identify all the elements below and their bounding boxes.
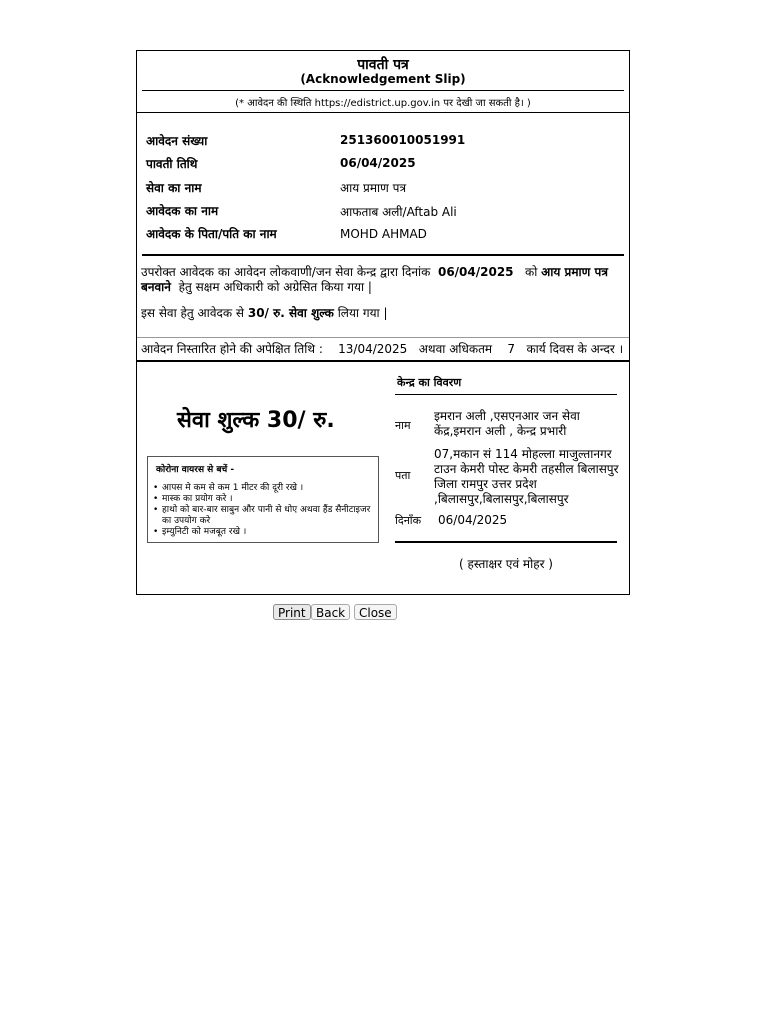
back-button[interactable]: Back xyxy=(311,604,350,620)
applicant-name-label: आवेदक का नाम xyxy=(146,204,219,218)
fee-text-2: लिया गया | xyxy=(337,306,388,320)
centre-date-value: 06/04/2025 xyxy=(438,513,508,527)
service-fee-big: सेवा शुल्क 30/ रु. xyxy=(177,408,335,433)
corona-tip: • आपस मे कम से कम 1 मीटर की दूरी रखे । xyxy=(157,483,379,494)
expected-text-3: कार्य दिवस के अन्दर । xyxy=(526,342,624,356)
divider xyxy=(137,360,629,362)
corona-tips-list xyxy=(151,483,379,538)
expected-date: 13/04/2025 xyxy=(338,342,408,356)
expected-text-1: आवेदन निस्तारित होने की अपेक्षित तिथि : xyxy=(141,342,323,356)
fee-paragraph xyxy=(141,306,625,321)
slip-title-hindi: पावती पत्र xyxy=(357,57,409,73)
corona-tip: • हाथो को बार-बार साबुन और पानी से धोए अथवा हैंड सैनीटाइजर का उपयोग करे xyxy=(157,505,379,527)
application-number-value: 251360010051991 xyxy=(340,133,466,147)
divider xyxy=(395,394,617,395)
signature-line xyxy=(395,541,617,543)
corona-tip: • इम्युनिटी को मजबूत रखे । xyxy=(157,527,379,538)
service-name-value: आय प्रमाण पत्र xyxy=(340,181,407,195)
fee-text-1: इस सेवा हेतु आवेदक से xyxy=(141,306,245,320)
receipt-date-label: पावती तिथि xyxy=(146,157,198,171)
print-button[interactable]: Print xyxy=(273,604,311,620)
centre-address-value: 07,मकान सं 114 मोहल्ला माजुल्तानगर टाउन केमरी पोस्ट केमरी तहसील बिलासपुर जिला रामपुर उत्तर प्रदेश ,बिलासपुर,बिलासपुर,बिलासपुर xyxy=(434,447,619,506)
receipt-date-value: 06/04/2025 xyxy=(340,156,416,170)
signature-label: ( हस्ताक्षर एवं मोहर ) xyxy=(459,557,553,571)
divider xyxy=(142,90,624,91)
father-name-label: आवेदक के पिता/पति का नाम xyxy=(146,227,277,241)
divider xyxy=(137,112,629,113)
expected-text-2: अथवा अधिकतम xyxy=(418,342,493,356)
centre-heading: केन्द्र का विवरण xyxy=(397,376,462,389)
close-button[interactable]: Close xyxy=(354,604,397,620)
centre-date-label: दिनाँक xyxy=(395,514,422,527)
centre-address-label: पता xyxy=(395,469,411,482)
expected-days: 7 xyxy=(507,342,515,356)
fee-amount: 30/ रु. सेवा शुल्क xyxy=(247,306,334,320)
forward-text-1: उपरोक्त आवेदक का आवेदन लोकवाणी/जन सेवा केन्द्र द्वारा दिनांक xyxy=(141,265,431,279)
divider xyxy=(142,254,624,256)
centre-name-value: इमरान अली ,एसएनआर जन सेवा केंद्र,इमरान अली , केन्द्र प्रभारी xyxy=(434,409,580,438)
slip-title-english: (Acknowledgement Slip) xyxy=(300,72,466,86)
application-number-label: आवेदन संख्या xyxy=(146,134,208,148)
service-name-label: सेवा का नाम xyxy=(146,181,202,195)
corona-title: कोरोना वायरस से बचें - xyxy=(156,465,235,475)
forward-service: आय प्रमाण पत्र बनवाने xyxy=(141,265,608,294)
status-note: (* आवेदन की स्थिति https://edistrict.up.gov.in पर देखी जा सकती है। ) xyxy=(235,98,531,109)
divider xyxy=(137,337,629,338)
forward-paragraph xyxy=(141,265,625,295)
applicant-name-value: आफताब अली/Aftab Ali xyxy=(340,205,457,219)
forward-date: 06/04/2025 xyxy=(437,265,514,279)
forward-text-3: हेतु सक्षम अधिकारी को अग्रेसित किया गया | xyxy=(178,280,372,294)
acknowledgement-slip xyxy=(136,50,630,595)
centre-name-label: नाम xyxy=(395,419,411,432)
father-name-value: MOHD AHMAD xyxy=(340,227,427,241)
expected-date-line xyxy=(141,342,623,357)
corona-notice-box xyxy=(147,456,379,543)
corona-tip: • मास्क का प्रयोग करे । xyxy=(157,494,379,505)
forward-text-2: को xyxy=(524,265,538,279)
